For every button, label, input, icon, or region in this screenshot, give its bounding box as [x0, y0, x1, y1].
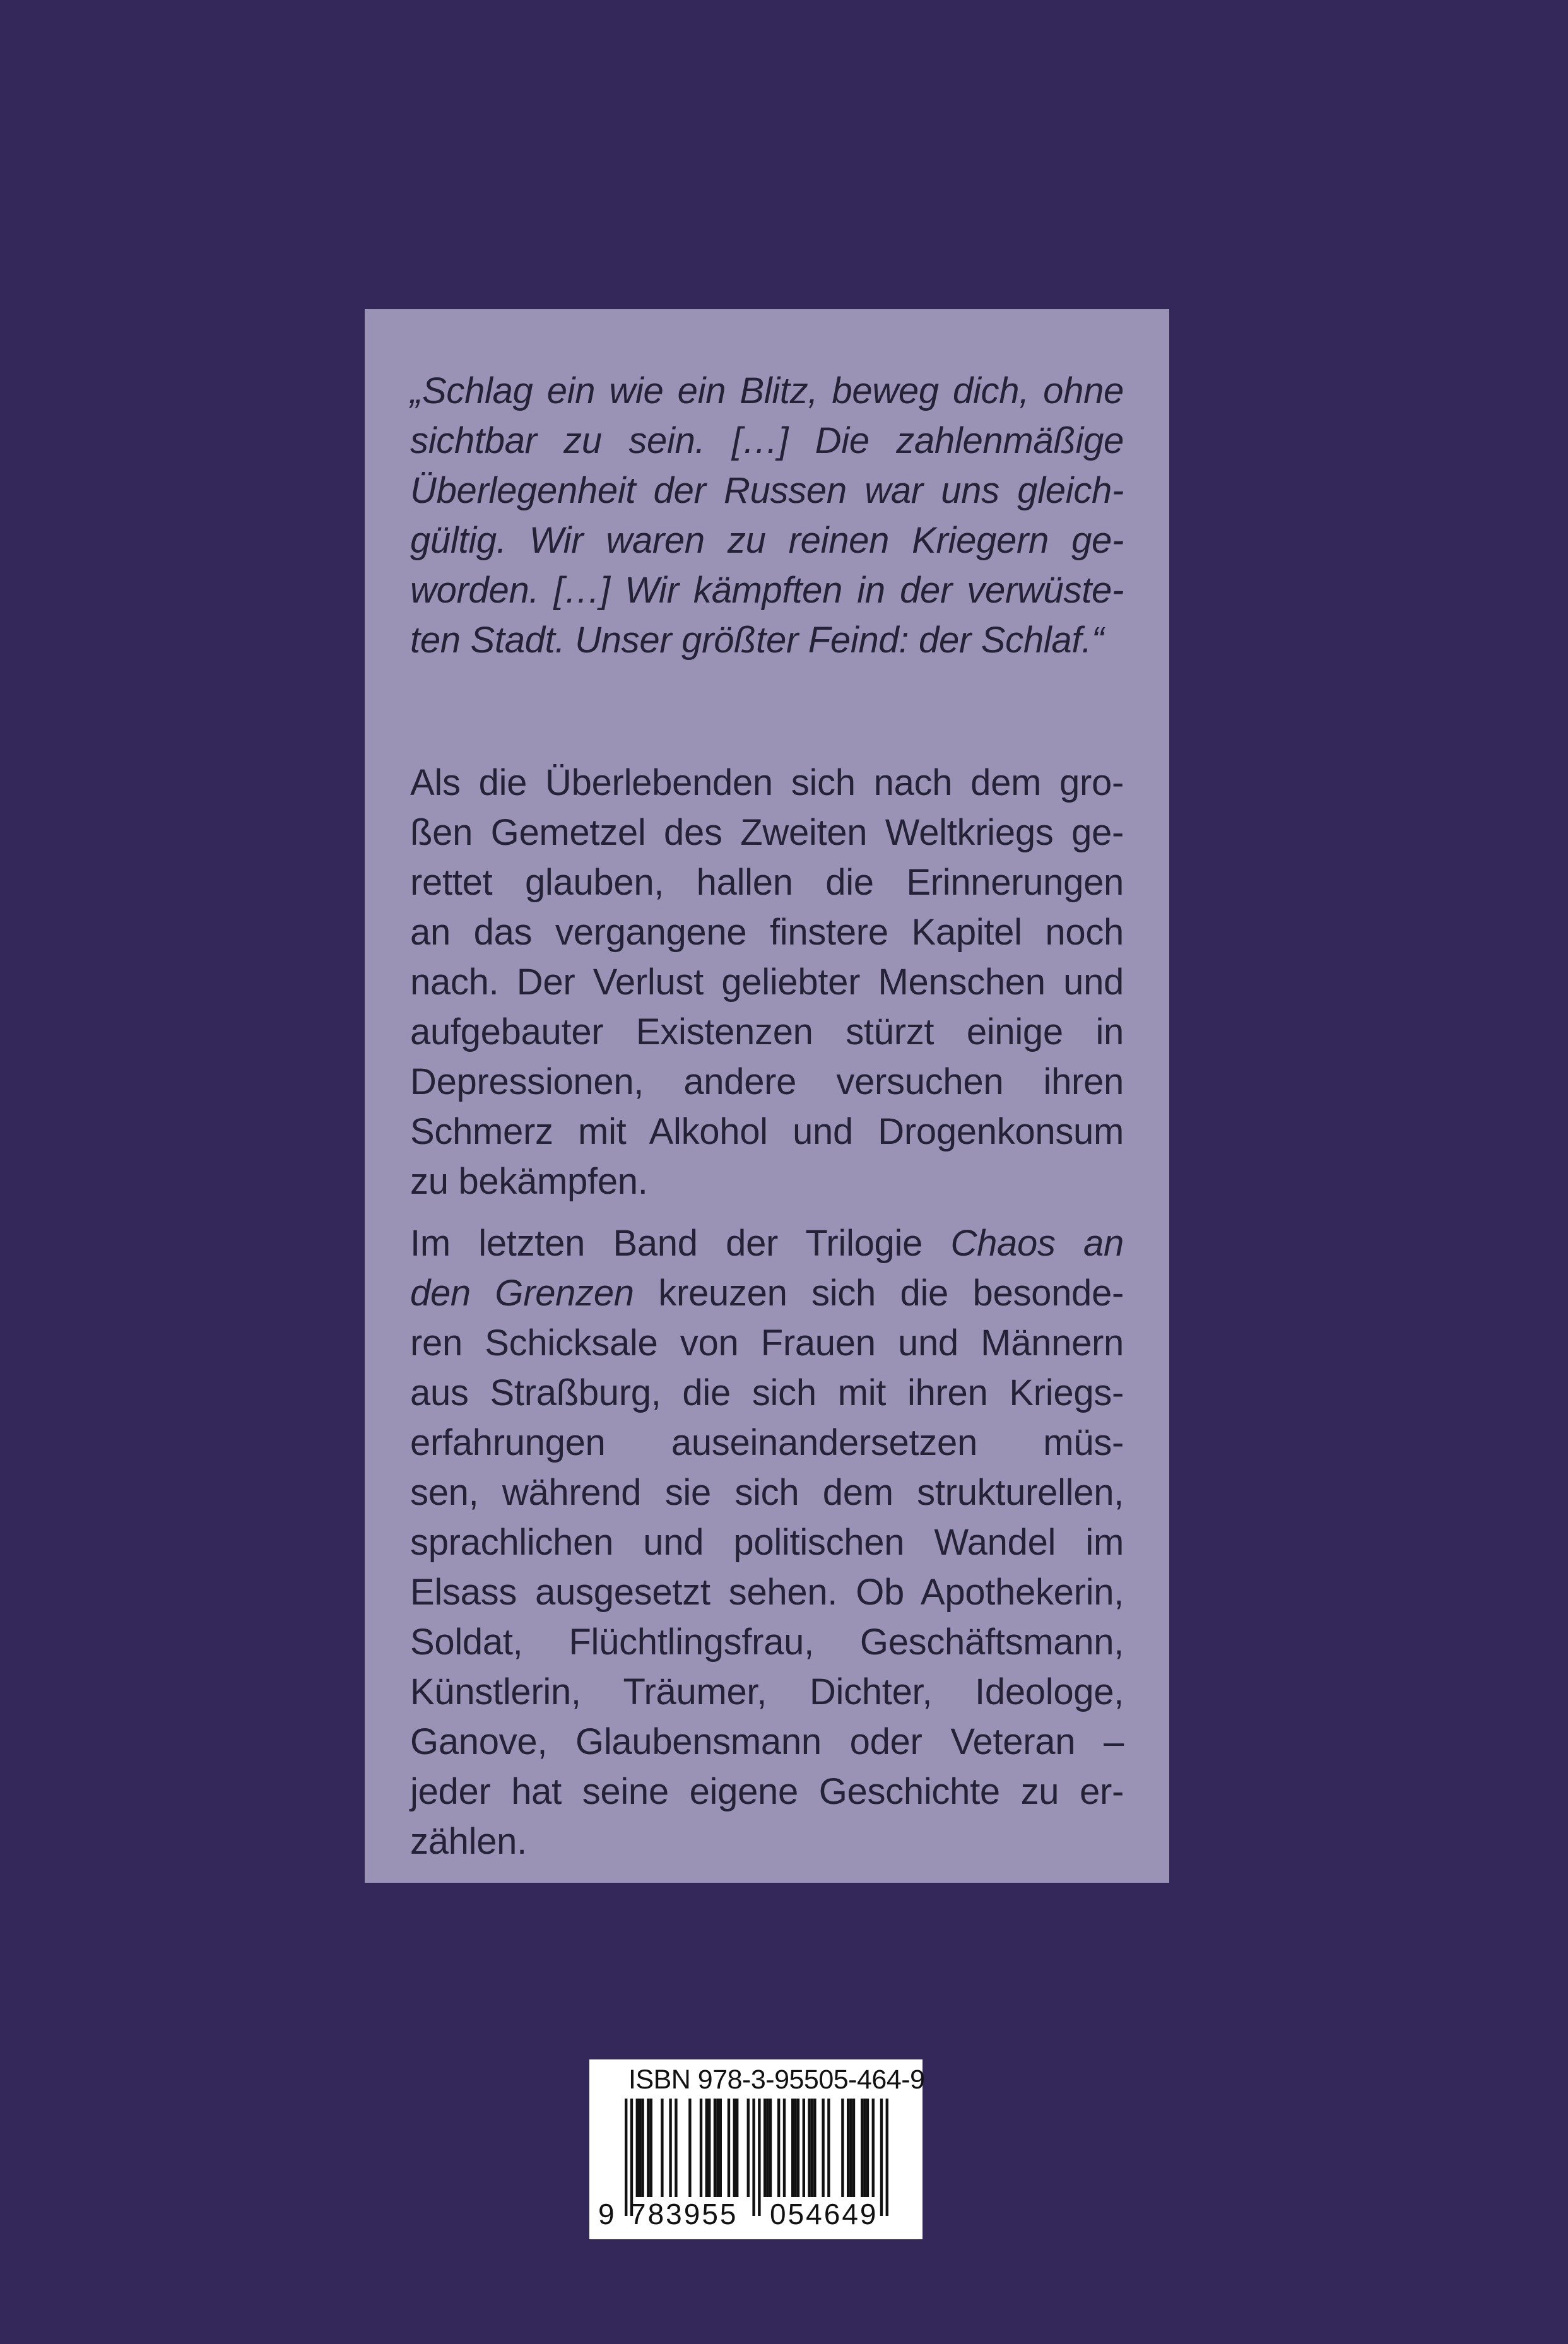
barcode-bar — [822, 2099, 824, 2197]
quote-line: Überlegenheit der Russen war uns gleich- — [410, 470, 1124, 511]
text-line: Soldat, Flüchtlingsfrau, Geschäftsmann, — [410, 1622, 1124, 1663]
barcode-guard-bar — [625, 2099, 627, 2216]
text-line — [410, 1218, 1124, 1268]
barcode-guard-bar — [752, 2099, 755, 2216]
barcode-bar — [714, 2099, 716, 2197]
barcode-bar — [866, 2099, 869, 2197]
text-line: aus Straßburg, die sich mit ihren Kriegs- — [410, 1372, 1124, 1413]
quote-line: sichtbar zu sein. […] Die zahlenmäßige — [410, 420, 1124, 461]
barcode-bar — [639, 2099, 641, 2197]
blurb-paragraph-1 — [410, 758, 1124, 1206]
quote-line: worden. […] Wir kämpften in der verwüste- — [410, 570, 1124, 611]
trilogy-title: Chaos an — [950, 1223, 1124, 1264]
barcode-bar — [716, 2099, 719, 2197]
barcode-bar — [763, 2099, 766, 2197]
text-line: erfahrungen auseinandersetzen müs- — [410, 1422, 1124, 1463]
ean-first-digit: 9 — [598, 2198, 615, 2230]
barcode-bar — [747, 2099, 750, 2197]
text-line: nach. Der Verlust geliebter Menschen und — [410, 962, 1124, 1003]
text-line: aufgebauter Existenzen stürzt einige in — [410, 1011, 1124, 1052]
barcode-bar — [733, 2099, 736, 2197]
text-line — [410, 1268, 1124, 1318]
barcode-bar — [808, 2099, 810, 2197]
barcode-bar — [641, 2099, 644, 2197]
barcode-bar — [675, 2099, 677, 2197]
text-line: zu bekämpfen. — [410, 1161, 648, 1202]
text-line: Als die Überlebenden sich nach dem gro- — [410, 762, 1124, 803]
text-fragment: Im letzten Band der Trilogie — [410, 1223, 923, 1264]
trilogy-title: den Grenzen — [410, 1273, 634, 1314]
quote-line: gültig. Wir waren zu reinen Kriegern ge- — [410, 520, 1124, 561]
barcode-bar — [794, 2099, 796, 2197]
barcode-bar — [852, 2099, 855, 2197]
blurb-paragraph-2 — [410, 1218, 1124, 1866]
isbn-barcode — [589, 2059, 923, 2239]
barcode-bar — [847, 2099, 849, 2197]
barcode-bar — [777, 2099, 780, 2197]
barcode-bar — [728, 2099, 730, 2197]
barcode-bar — [700, 2099, 702, 2197]
text-line: ren Schicksale von Frauen und Männern — [410, 1322, 1124, 1363]
barcode-bar — [661, 2099, 663, 2197]
isbn-label: ISBN 978-3-95505-464-9 — [628, 2064, 925, 2095]
barcode-bar — [863, 2099, 866, 2197]
text-line: Depressionen, andere versuchen ihren — [410, 1061, 1124, 1102]
barcode-bar — [861, 2099, 863, 2197]
text-line: Künstlerin, Träumer, Dichter, Ideologe, — [410, 1671, 1124, 1712]
barcode-bar — [636, 2099, 639, 2197]
text-line: sen, während sie sich dem strukturellen, — [410, 1472, 1124, 1513]
barcode-bar — [719, 2099, 722, 2197]
quote-block — [410, 366, 1124, 665]
barcode-guard-bar — [886, 2099, 888, 2216]
barcode-bar — [766, 2099, 769, 2197]
text-line: an das vergangene finstere Kapitel noch — [410, 912, 1124, 953]
text-line: Elsass ausgesetzt sehen. Ob Apothekerin, — [410, 1572, 1124, 1613]
text-fragment: kreuzen sich die besonde- — [658, 1273, 1124, 1314]
barcode-bar — [669, 2099, 671, 2197]
text-line: Schmerz mit Alkohol und Drogenkonsum — [410, 1111, 1124, 1152]
barcode-bar — [783, 2099, 786, 2197]
barcode-bar — [688, 2099, 691, 2197]
barcode-guard-bar — [880, 2099, 883, 2216]
ean-left-digits: 783955 — [630, 2198, 738, 2230]
barcode-bar — [827, 2099, 830, 2197]
barcode-bar — [769, 2099, 772, 2197]
quote-line: ten Stadt. Unser größter Feind: der Schlaf.“ — [410, 620, 1104, 661]
barcode-bar — [849, 2099, 852, 2197]
barcode-bar — [803, 2099, 805, 2197]
text-line: ßen Gemetzel des Zweiten Weltkriegs ge- — [410, 812, 1124, 853]
barcode-bar — [650, 2099, 652, 2197]
barcode-bar — [811, 2099, 813, 2197]
barcode-bar — [736, 2099, 738, 2197]
barcode-bar — [647, 2099, 649, 2197]
barcode-bar — [872, 2099, 875, 2197]
text-line: rettet glauben, hallen die Erinnerungen — [410, 862, 1124, 903]
barcode-guard-bar — [758, 2099, 760, 2216]
barcode-bar — [797, 2099, 799, 2197]
barcode-bar — [708, 2099, 710, 2197]
barcode-bar — [705, 2099, 708, 2197]
text-line: zählen. — [410, 1821, 527, 1862]
barcode-bar — [791, 2099, 794, 2197]
blurb-panel — [365, 309, 1169, 1883]
text-line: jeder hat seine eigene Geschichte zu er- — [410, 1771, 1124, 1812]
text-line: sprachlichen und politischen Wandel im — [410, 1522, 1124, 1563]
ean-right-digits: 054649 — [770, 2198, 878, 2230]
barcode-bar — [841, 2099, 844, 2197]
text-line: Ganove, Glaubensmann oder Veteran – — [410, 1721, 1124, 1762]
quote-line: „Schlag ein wie ein Blitz, beweg dich, ohne — [410, 370, 1124, 411]
barcode-bar — [813, 2099, 816, 2197]
